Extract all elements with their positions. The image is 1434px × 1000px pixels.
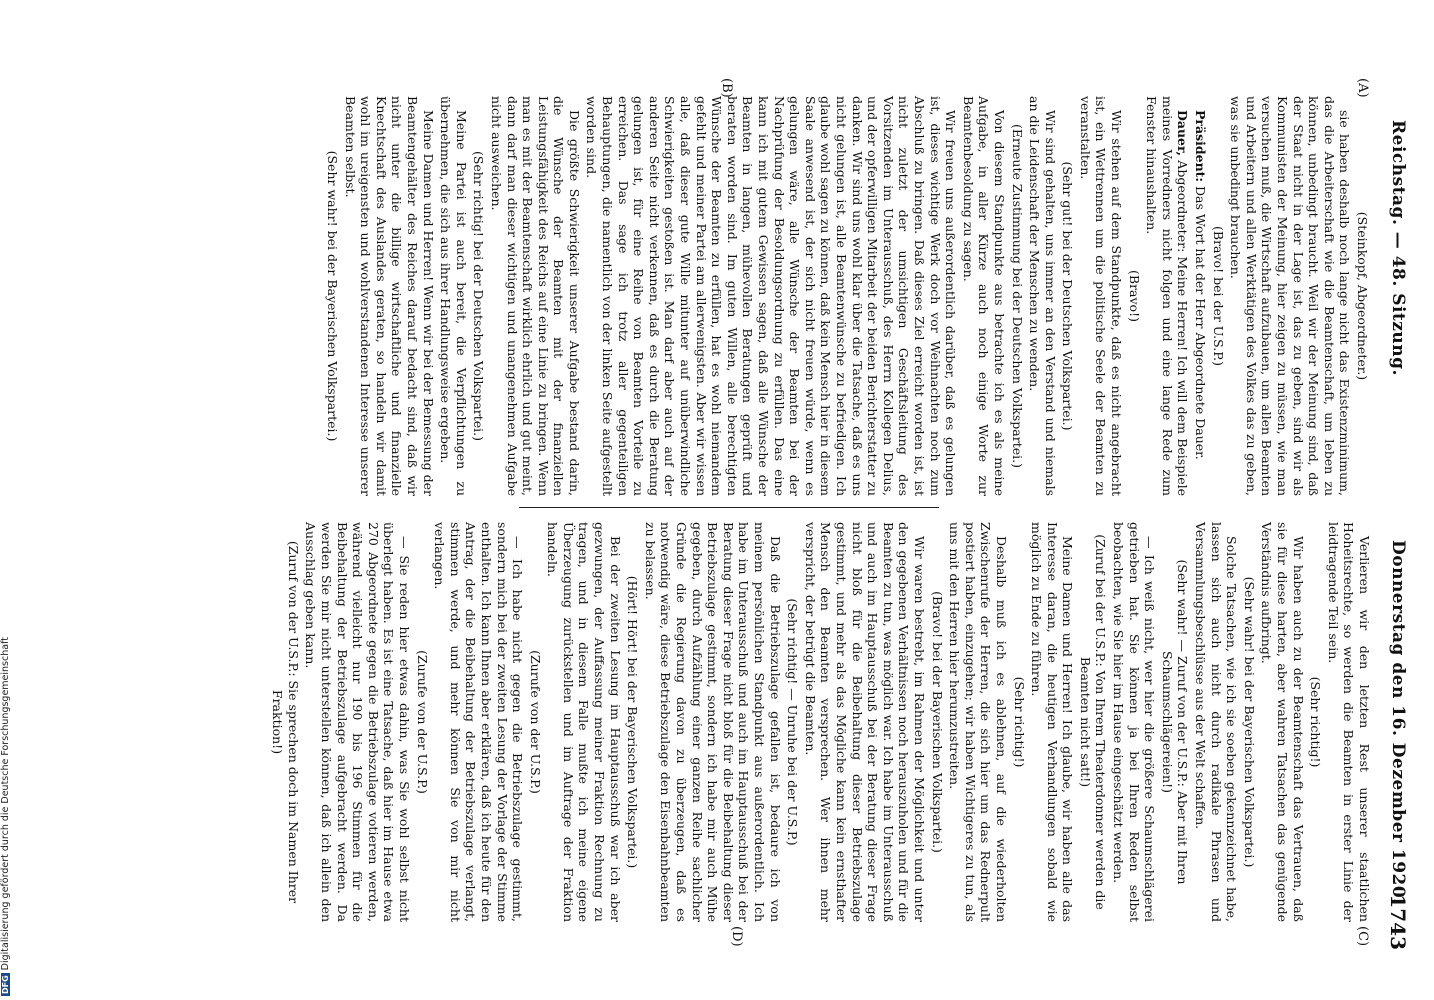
left-text-column [172, 96, 1372, 496]
interjection: (Sehr wahr! bei der Bayerischen Volkspartei.) [325, 150, 340, 442]
speech-paragraph: — Ich weiß nicht, wer hier die größere Schaumschlägerei getrieben hat. Sie können ja bei Ihren Reden selbst beobachten, wie Sie hier im Hause eingeschätzt werden. [1111, 522, 1158, 922]
header-session: Reichstag. — 48. Sitzung. [1388, 120, 1408, 376]
interjection: (Hört! Hört! bei der Bayerischen Volkspartei.) [625, 575, 641, 869]
speech-text: Das Wort hat der Herr Abgeordnete Dauer. [1193, 182, 1209, 460]
margin-letter-b: (B) [719, 78, 734, 98]
speech-paragraph: Meine Damen und Herren! Wenn wir bei der Bemessung der Beamtengehälter des Reiches darauf bedacht sind, daß wir nicht unter die billige wirtschaftliche und finanzielle Knechtschaft des Auslandes geraten, so handeln wir damit wohl im ureigensten und wohlverstandenen Interesse unserer Beamten selbst. [342, 96, 436, 496]
page-number: 1743 [1386, 894, 1410, 950]
interjection: (Sehr richtig!) [1011, 676, 1027, 768]
interjection: (Bravo!) [1126, 270, 1142, 322]
dfg-logo: DFG [1, 975, 10, 994]
interjection: (Bravo! bei der Bayerischen Volkspartei.) [929, 591, 945, 853]
credit-text: Digitalisierung gefördert durch die Deutsche Forschungsgemeinschaft [0, 637, 11, 971]
page-header [1376, 30, 1416, 950]
speech-paragraph: Solche Tatsachen, wie ich sie soeben gekennzeichnet habe, lassen sich auch nicht durch radikale Phrasen und Versammlungsbeschlüsse aus der Welt schaffen. [1193, 522, 1240, 922]
interjection: (Zurufe von der U.S.P.) [414, 650, 430, 794]
interjection: (Zuruf von der U.S.P.: Sie sprechen doch im Namen Ihrer Fraktion!) [270, 540, 301, 904]
speech-paragraph: — Sie reden hier etwas dahin, was Sie wohl selbst nicht überlegt haben. Es ist eine Tatsache, daß hier im Hause etwa 270 Abgeordnete gegen die Betriebszulage votieren werden, während vielleicht nur 190 bis 196 Stimmen für die Beibehaltung der Betriebszulage aufgebracht werden. Da werden Sie mir nicht unterstellen können, daß ich allein den Ausschlag geben kann. [303, 522, 412, 922]
margin-letter-d: (D) [729, 926, 744, 947]
column-divider [519, 507, 939, 508]
digitization-credit [0, 596, 14, 996]
speech-paragraph: Meine Damen und Herren! Ich glaube, wir haben alle das Interesse daran, die heutigen Verhandlungen sobald wie möglich zu Ende zu führen. [1029, 522, 1076, 922]
speech-paragraph: Bei der zweiten Lesung im Hauptausschuß war ich aber gezwungen, der Auffassung meiner Fraktion Rechnung zu tragen, und in diesem Falle mußte ich meine eigene Überzeugung zurückstellen und im Auftrage der Fraktion handeln. [545, 522, 623, 922]
interjection: (Sehr wahr! — Zuruf von der U.S.P.: Aber mit Ihren Schaumschlägereien!) [1159, 559, 1191, 885]
interjection: (Bravo! bei der U.S.P.) [1210, 226, 1226, 366]
interjection: (Erneute Zustimmung bei der Deutschen Volkspartei.) [1009, 123, 1025, 468]
speech-paragraph [1192, 96, 1208, 496]
speech-paragraph: Deshalb muß ich es ablehnen, auf die wiederholten Zwischenrufe der Herren, die sich hier um das Rednerpult postiert haben, einzugehen; wir haben Wichtigeres zu tun, als uns mit den Herren hier herumzustreiten. [947, 522, 1009, 922]
speech-paragraph [1144, 96, 1191, 496]
speech-paragraph: Die größte Schwierigkeit unserer Aufgabe bestand darin, die Wünsche der Beamten mit der finanziellen Leistungsfähigkeit des Reichs auf eine Linie zu bringen. Wenn man es mit der Beamtenschaft wirklich ehrlich und gut meint, dann darf man dieser wichtigen und unangenehmen Aufgabe nicht ausweichen. [488, 96, 582, 496]
speech-paragraph: Wir freuen uns außerordentlich darüber, daß es gelungen ist, dieses wichtige Werk doch vor Weihnachten noch zum Abschluß zu bringen. Daß dieses Ziel erreicht worden ist, ist nicht zuletzt der umsichtigen Geschäftsleitung des Vorsitzenden im Unterausschuß, des Herrn Kollegen Delius, und der opferwilligen Mitarbeit der beiden Berichterstatter zu danken. Wir sind uns wohl klar über die Tatsache, daß es uns nicht gelungen ist, alle Beamtenwünsche zu befriedigen. Ich glaube wohl sagen zu können, daß kein Mensch hier in diesem Saale anwesend ist, der sich nicht freuen würde, wenn es gelungen wäre, alle Wünsche der Beamten bei der Nachprüfung der Besoldungsordnung zu erfüllen. Das eine kann ich mit gutem Gewissen sagen, daß alle Wünsche der Beamten in langen, mühevollen Beratungen geprüft und beraten worden sind. Im guten Willen, alle berechtigten Wünsche der Beamten zu erfüllen, hat es wohl niemandem gefehlt und meiner Partei am allerwenigsten. Aber wir wissen alle, daß dieser gute Wille mitunter auf unüberwindliche Schwierigkeiten gestoßen ist. Man darf aber auch auf der anderen Seite nicht verkennen, daß es durch die Beratung gelungen ist, für eine Reihe von Beamten Vorteile zu erreichen. Das sage ich trotz aller gegenteiligen Behauptungen, die namentlich von der linken Seite aufgestellt worden sind. [584, 96, 959, 496]
speech-paragraph: Wir haben auch zu der Beamtenschaft das Vertrauen, daß sie für diese harten, aber wahren Tatsachen das genügende Verständnis aufbringt. [1259, 522, 1306, 922]
interjection: (Sehr richtig!) [1308, 676, 1324, 768]
interjection: (Zuruf bei der U.S.P.: Von Ihrem Theaterdonner werden die Beamten nicht satt!) [1077, 534, 1109, 910]
speech-paragraph: Wir stehen auf dem Standpunkte, daß es nicht angebracht ist, ein Wettrennen um die politische Seele der Beamten zu veranstalten. [1077, 96, 1125, 496]
speech-paragraph: Wir waren bestrebt, im Rahmen der Möglichkeit und unter den gegebenen Verhältnissen noch herauszuholen und für die Beamten zu tun, was möglich war. Ich habe im Unterausschuß und auch im Hauptausschuß bei der Beratung dieser Frage nicht bloß für die Beibehaltung dieser Betriebszulage gestimmt, und mehr als das Mögliche kann kein ernsthafter Mensch den Beamten versprechen. Wer ihnen mehr verspricht, der betrügt die Beamten. [802, 522, 927, 922]
interjection: (Sehr richtig! bei der Deutschen Volkspartei.) [471, 150, 487, 442]
speaker-name: Präsident: [1193, 110, 1209, 183]
speech-paragraph: Verlieren wir den letzten Rest unserer staatlichen Hoheitsrechte, so werden die Beamten in erster Linie der leidtragende Teil sein. [1325, 522, 1372, 922]
margin-letter-a: (A) [1355, 78, 1370, 98]
right-text-column [172, 522, 1372, 922]
speech-text: Abgeordneter: Meine Herren! Ich will dem Beispiele meines Vorredners nicht folgen und eine lange Rede zum Fenster hinaushalten. [1144, 96, 1191, 496]
speech-paragraph: sie haben deshalb noch lange nicht das Existenzminimum, das die Arbeiterschaft wie die Beamtenschaft, um leben zu können, unbedingt braucht. Weil wir der Meinung sind, daß der Staat nicht in der Lage ist, das zu geben, sind wir als Kommunisten der Meinung, hier zeigen zu müssen, wie man versuchen muß, die Wirtschaft aufzubauen, um allen Beamten und Arbeitern und allen Werktätigen des Volkes das zu geben, was sie unbedingt brauchen. [1228, 96, 1353, 496]
speech-paragraph: — Ich habe nicht gegen die Betriebszulage gestimmt, sondern mich bei der zweiten Lesung der Vorlage der Stimme enthalten. Ich kann Ihnen aber erklären, daß ich heute für den Antrag, der die Beibehaltung der Betriebszulage verlangt, stimmen werde, und mehr können Sie von mir nicht verlangen. [432, 522, 526, 922]
margin-letter-c: (C) [1355, 926, 1370, 947]
speech-paragraph: Meine Partei ist auch bereit, die Verpflichtungen zu übernehmen, die sich aus ihrer Handlungsweise ergeben. [438, 96, 469, 496]
interjection: (Sehr gut! bei der Deutschen Volkspartei.) [1060, 161, 1076, 431]
interjection: (Zurufe von der U.S.P.) [527, 650, 543, 794]
interjection: (Sehr wahr! bei der Bayerischen Volkspartei.) [1241, 576, 1257, 868]
interjection: (Steinkopf, Abgeordneter.) [1355, 211, 1370, 381]
speech-paragraph: Wir sind gehalten, uns immer an den Verstand und niemals an die Leidenschaft der Menschen zu wenden. [1027, 96, 1058, 496]
speaker-name: Dauer, [1175, 110, 1191, 157]
speech-paragraph: Daß die Betriebszulage gefallen ist, bedaure ich von meinem persönlichen Standpunkt aus außerordentlich. Ich habe im Unterausschuß und auch im Hauptausschuß bei der Beratung dieser Frage nicht bloß für die Beibehaltung dieser Betriebszulage gestimmt, sondern ich habe mir auch Mühe gegeben, durch Aufzählung einer ganzen Reihe sachlicher Gründe die Regierung davon zu überzeugen, daß es notwendig wäre, diese Betriebszulage den Eisenbahnbeamten zu belassen. [642, 522, 783, 922]
speech-paragraph: Von diesem Standpunkte aus betrachte ich es als meine Aufgabe, in aller Kürze auch noch einige Worte zur Beamtenbesoldung zu sagen. [960, 96, 1007, 496]
interjection: (Sehr richtig! — Unruhe bei der U.S.P.) [785, 598, 801, 846]
header-date: Donnerstag den 16. Dezember 1920. [1388, 540, 1408, 905]
